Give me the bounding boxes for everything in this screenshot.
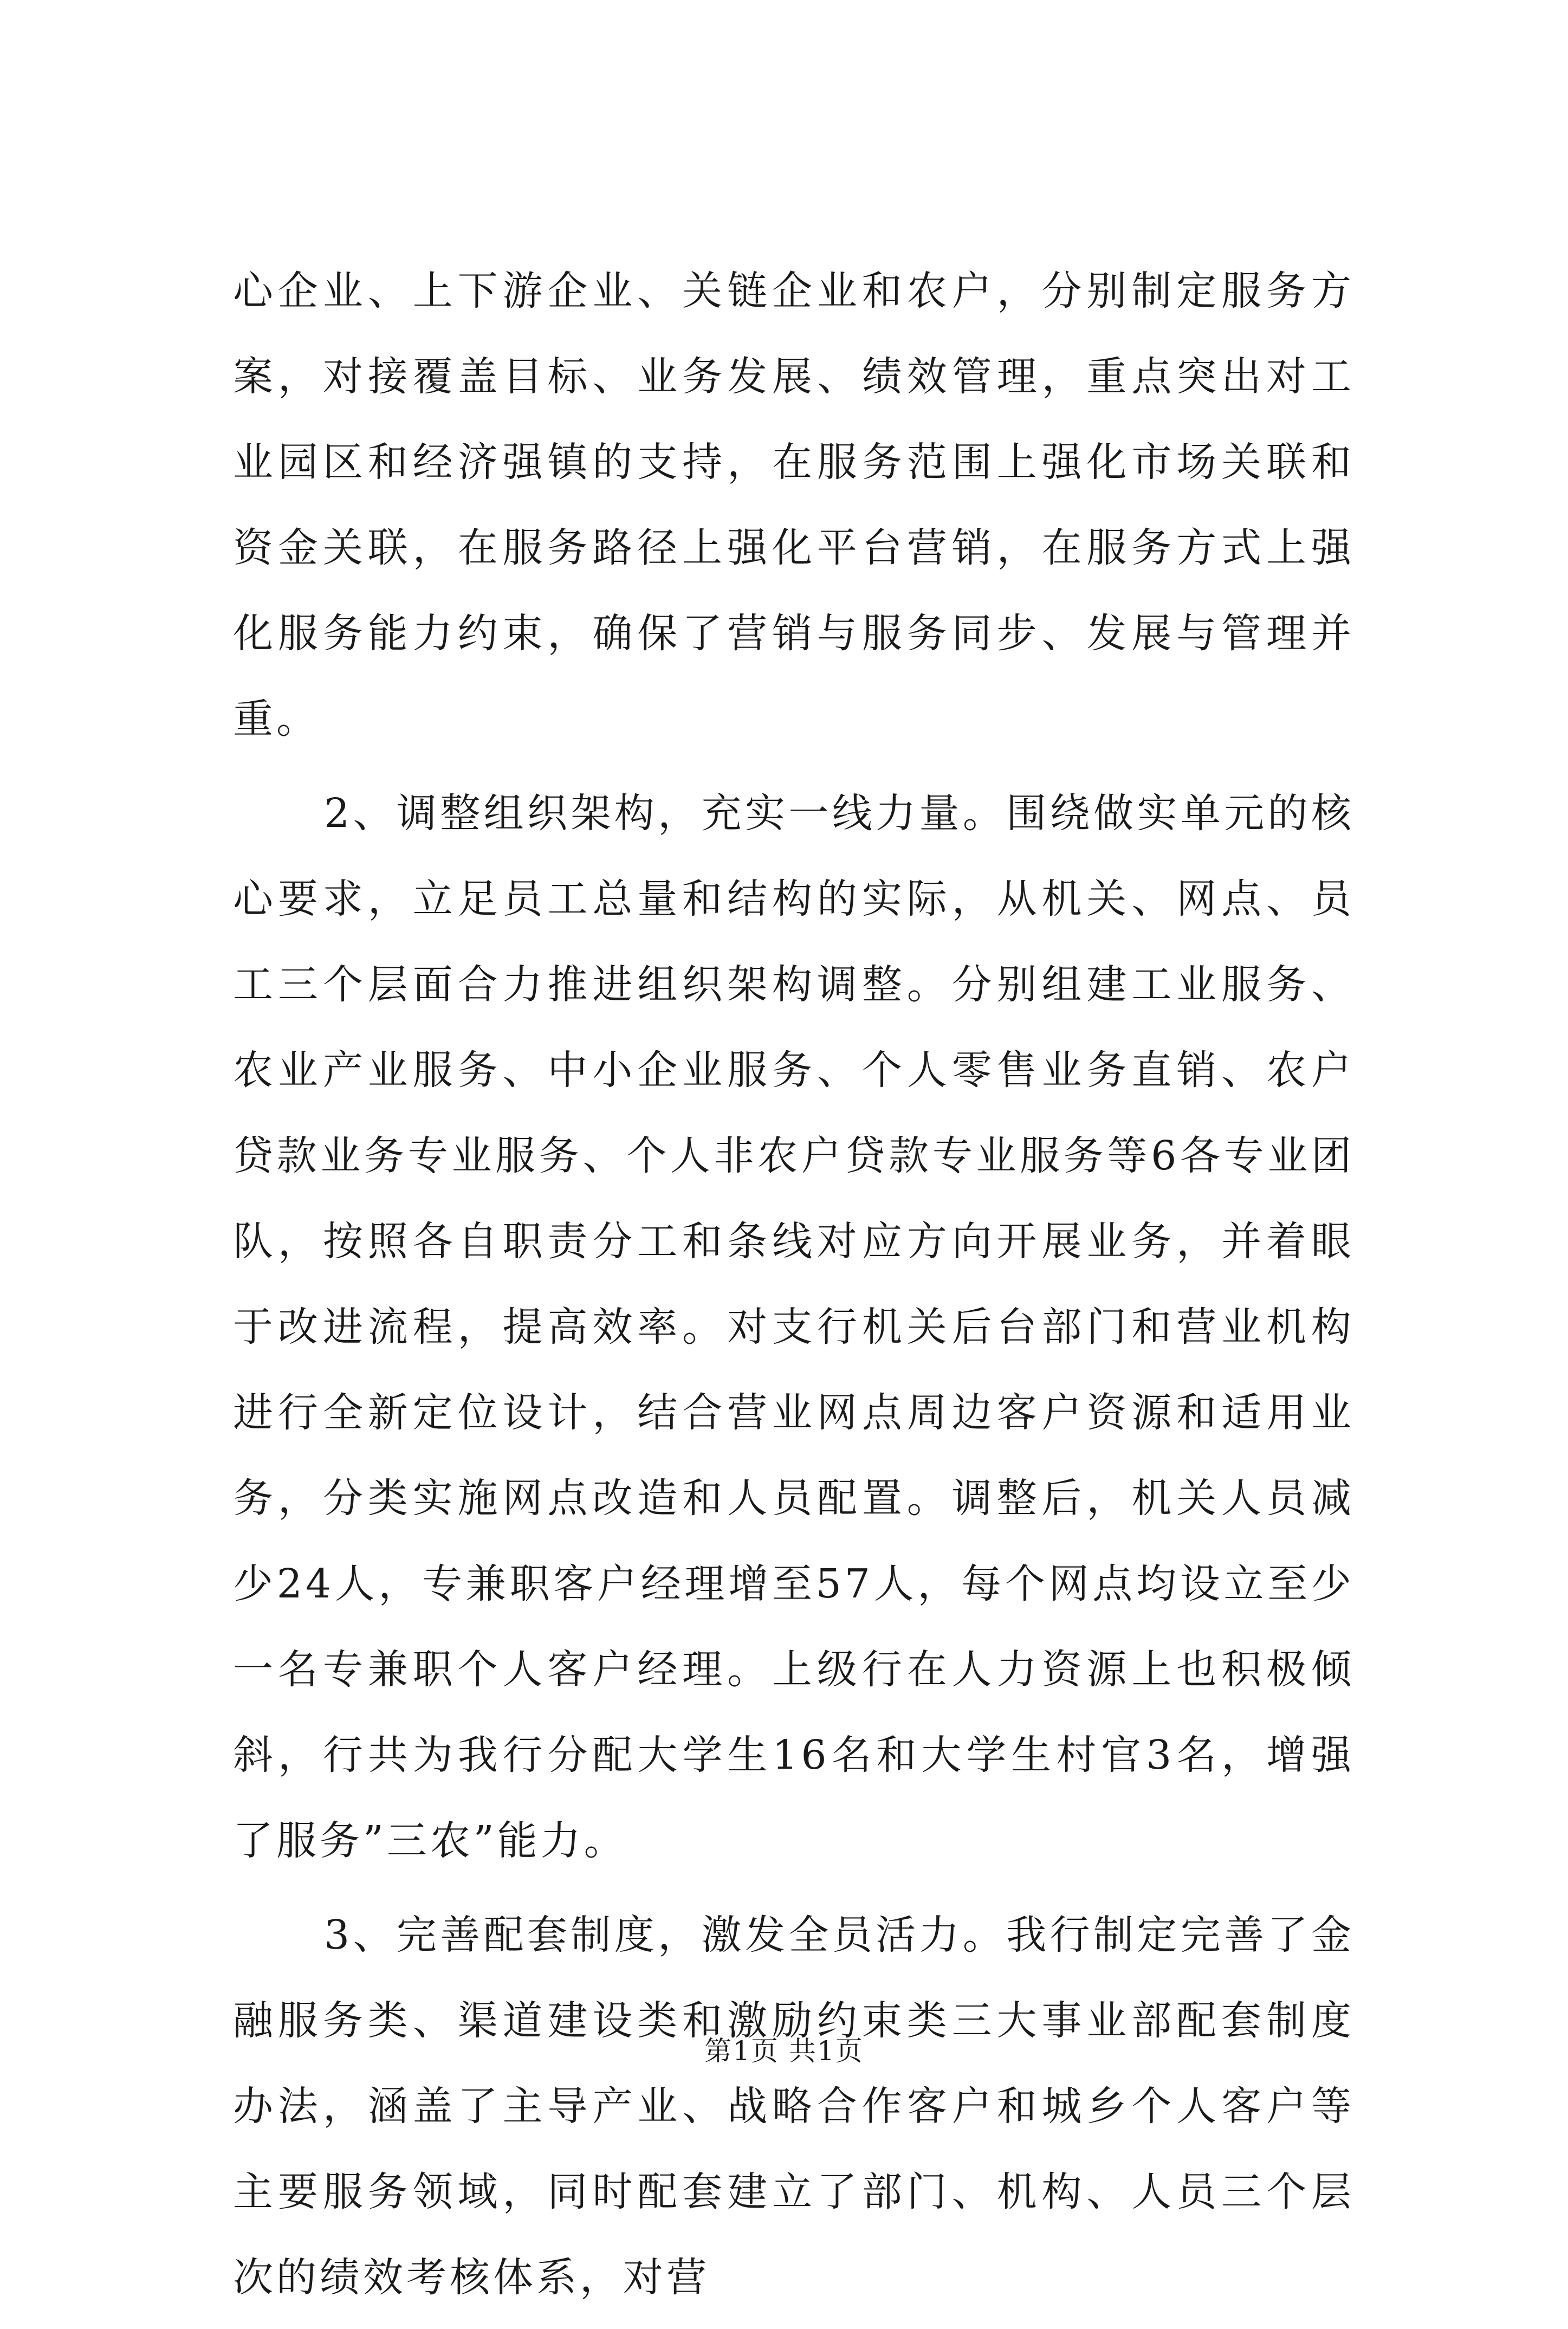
paragraph-continuation: 心企业、上下游企业、关链企业和农户，分别制定服务方案，对接覆盖目标、业务发展、绩效管理，重点突出对工业园区和经济强镇的支持，在服务范围上强化市场关联和资金关联，在服务路径上强化平台营销，在服务方式上强化服务能力约束，确保了营销与服务同步、发展与管理并重。: [233, 268, 1355, 742]
page-footer: 第1页 共1页: [704, 2035, 864, 2067]
paragraph-item-2: 2、调整组织架构，充实一线力量。围绕做实单元的核心要求，立足员工总量和结构的实际，从机关、网点、员工三个层面合力推进组织架构调整。分别组建工业服务、农业产业服务、中小企业服务、个人零售业务直销、农户贷款业务专业服务、个人非农户贷款专业服务等6各专业团队，按照各自职责分工和条线对应方向开展业务，并着眼于改进流程，提高效率。对支行机关后台部门和营业机构进行全新定位设计，结合营业网点周边客户资源和适用业务，分类实施网点改造和人员配置。调整后，机关人员减少24人，专兼职客户经理增至57人，每个网点均设立至少一名专兼职个人客户经理。上级行在人力资源上也积极倾斜，行共为我行分配大学生16名和大学生村官3名，增强了服务”三农”能力。: [233, 790, 1355, 1864]
paragraph-item-3: 3、完善配套制度，激发全员活力。我行制定完善了金融服务类、渠道建设类和激励约束类三大事业部配套制度办法，涵盖了主导产业、战略合作客户和城乡个人客户等主要服务领域，同时配套建立了部门、机构、人员三个层次的绩效考核体系，对营: [233, 1912, 1355, 2301]
document-body: [233, 248, 1355, 2329]
